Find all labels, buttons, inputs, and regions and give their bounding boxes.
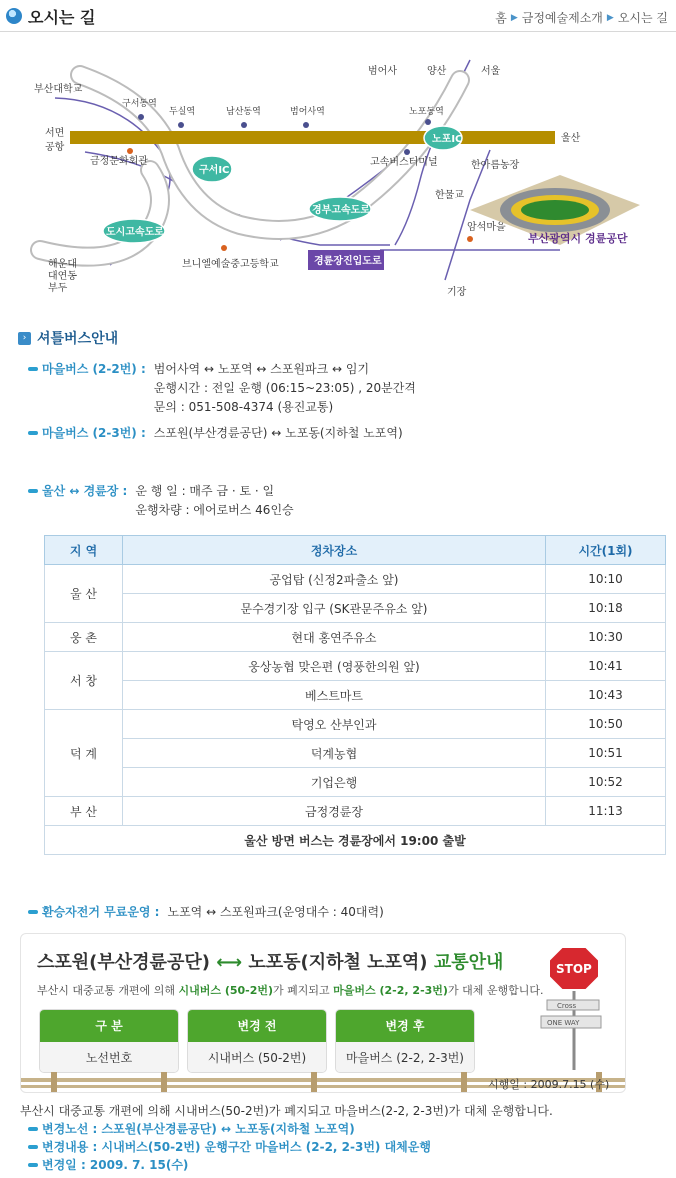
bullet-icon xyxy=(28,1127,38,1131)
banner-title-tag: 교통안내 xyxy=(433,952,504,973)
time-cell: 10:52 xyxy=(546,768,666,797)
map-label-nopo-stn: 노포동역 xyxy=(409,107,444,117)
bullet-icon xyxy=(28,1163,38,1167)
map-label-gijang: 기장 xyxy=(447,287,467,298)
directions-map xyxy=(0,40,676,310)
region-cell: 부 산 xyxy=(45,797,123,826)
stop-sign-icon xyxy=(529,942,619,1072)
sign-oneway-text: ONE WAY xyxy=(547,1019,580,1027)
landmark-dot xyxy=(221,245,227,251)
stop-cell: 금정경륜장 xyxy=(123,797,546,826)
bullet-icon xyxy=(28,489,38,493)
map-label-beomeosa-stn: 범어사역 xyxy=(290,107,325,117)
stop-cell: 문수경기장 입구 (SK관문주유소 앞) xyxy=(123,594,546,623)
time-cell: 10:51 xyxy=(546,739,666,768)
stop-sign-text: STOP xyxy=(556,962,592,976)
card-before-body: 시내버스 (50-2번) xyxy=(188,1042,326,1073)
time-cell: 10:50 xyxy=(546,710,666,739)
region-cell: 덕 계 xyxy=(45,710,123,797)
table-row xyxy=(45,652,666,681)
landmark-dot xyxy=(467,236,473,242)
change-description: 부산시 대중교통 개편에 의해 시내버스(50-2번)가 폐지되고 마을버스(2-2, 2-3번)가 대체 운행합니다. xyxy=(20,1104,553,1118)
bus-22-route: 범어사역 ↔ 노포역 ↔ 스포원파크 ↔ 임기 xyxy=(153,362,370,376)
badge-dosi-text: 도시고속도로 xyxy=(106,227,164,238)
schedule-table xyxy=(44,535,666,855)
time-cell: 10:18 xyxy=(546,594,666,623)
header-time: 시간(1회) xyxy=(546,536,666,565)
card-before-head: 변경 전 xyxy=(188,1010,326,1042)
highway-band-inner xyxy=(40,170,160,257)
stop-cell: 기업은행 xyxy=(123,768,546,797)
double-arrow-icon: ⟷ xyxy=(216,952,243,973)
station-dot xyxy=(138,114,144,120)
bus-22-hours: 운행시간 : 전일 운행 (06:15~23:05) , 20분간격 xyxy=(153,381,416,395)
bus-23-route: 스포원(부산경륜공단) ↔ 노포동(지하철 노포역) xyxy=(153,426,403,440)
map-label-hanareum: 한아름농장 xyxy=(471,160,520,171)
table-row xyxy=(45,739,666,768)
map-label-daeyeon: 대연동 xyxy=(48,271,77,282)
badge-nopo-ic-text: 노포IC xyxy=(432,134,463,145)
page-title: 오시는 길 xyxy=(28,8,96,27)
map-label-guseo-stn: 구서동역 xyxy=(122,99,157,109)
bike-key: 환승자전거 무료운영 : xyxy=(42,905,160,919)
banner-sub-part: 가 대체 운행합니다. xyxy=(447,984,544,997)
map-label-dusil-stn: 두실역 xyxy=(169,107,196,117)
stop-cell: 웅상농협 맞은편 (영풍한의원 앞) xyxy=(123,652,546,681)
table-row xyxy=(45,797,666,826)
bullet-icon xyxy=(28,367,38,371)
station-dot xyxy=(303,122,309,128)
region-cell: 서 창 xyxy=(45,652,123,710)
table-note: 울산 방면 버스는 경륜장에서 19:00 출발 xyxy=(45,826,666,855)
card-after-body: 마을버스 (2-2, 2-3번) xyxy=(336,1042,474,1073)
table-row xyxy=(45,623,666,652)
map-label-busan-univ: 부산대학교 xyxy=(34,84,83,95)
change-route xyxy=(28,1120,355,1137)
table-header-row xyxy=(45,536,666,565)
badge-gyeongbu-text: 경부고속도로 xyxy=(312,205,370,216)
banner-sub-part: 부산시 대중교통 개편에 의해 xyxy=(37,984,179,997)
stop-cell: 현대 홍연주유소 xyxy=(123,623,546,652)
map-label-terminal: 고속버스터미널 xyxy=(370,157,438,168)
map-label-beomeosa: 범어사 xyxy=(368,66,397,77)
map-label-amsuk: 암석마을 xyxy=(467,222,506,233)
banner-sub-part: 가 폐지되고 xyxy=(273,984,334,997)
table-row xyxy=(45,681,666,710)
ulsan-days: 운 행 일 : 매주 금 · 토 · 일 xyxy=(135,484,275,498)
change-content xyxy=(28,1138,431,1155)
map-label-airport: 공항 xyxy=(45,142,65,153)
header-stop: 정차장소 xyxy=(123,536,546,565)
table-row xyxy=(45,594,666,623)
breadcrumb-current: 오시는 길 xyxy=(617,11,668,25)
shuttle-heading-label: 셔틀버스안내 xyxy=(37,331,119,347)
card-after xyxy=(335,1009,475,1073)
station-dot xyxy=(425,119,431,125)
ulsan-values xyxy=(135,482,293,520)
shuttle-bus-22 xyxy=(28,360,416,417)
transit-notice-banner xyxy=(20,933,626,1093)
banner-sub-new: 마을버스 (2-2, 2-3번) xyxy=(333,984,448,997)
banner-title xyxy=(37,948,503,974)
map-label-yangsan: 양산 xyxy=(427,66,447,77)
map-label-hanmulgyo: 한물교 xyxy=(435,190,464,201)
station-dot xyxy=(404,149,410,155)
sign-cross-text: Cross xyxy=(557,1002,577,1010)
bike-info xyxy=(28,903,384,922)
shuttle-bus-23 xyxy=(28,424,403,443)
table-row xyxy=(45,710,666,739)
velodrome-field xyxy=(521,200,589,220)
table-note-row xyxy=(45,826,666,855)
stop-cell: 공업탑 (신정2파출소 앞) xyxy=(123,565,546,594)
map-label-haeundae: 해운대 xyxy=(48,259,77,270)
bus-22-values xyxy=(154,360,416,417)
ulsan-key: 울산 ↔ 경륜장 : xyxy=(42,484,128,498)
banner-effective-date: 시행일 : 2009.7.15 (수) xyxy=(488,1078,610,1091)
shuttle-heading xyxy=(18,328,118,348)
velodrome-label: 부산광역시 경륜공단 xyxy=(528,232,628,245)
velodrome-illustration xyxy=(470,175,640,245)
change-date-text: 변경일 : 2009. 7. 15(수) xyxy=(42,1158,189,1172)
bike-value: 노포역 ↔ 스포원파크(운영대수 : 40대력) xyxy=(167,905,384,919)
time-cell: 11:13 xyxy=(546,797,666,826)
main-road xyxy=(70,131,555,144)
stop-cell: 베스트마트 xyxy=(123,681,546,710)
time-cell: 10:30 xyxy=(546,623,666,652)
time-cell: 10:41 xyxy=(546,652,666,681)
card-category-body: 노선번호 xyxy=(40,1042,178,1073)
region-cell: 웅 촌 xyxy=(45,623,123,652)
chevron-right-icon: ▶ xyxy=(606,12,614,23)
breadcrumb xyxy=(495,9,668,26)
shuttle-ulsan xyxy=(28,482,294,520)
map-label-bnl-school: 브니엘예술중고등학교 xyxy=(182,259,279,270)
station-dot xyxy=(178,122,184,128)
badge-guseo-ic-text: 구서IC xyxy=(199,165,230,176)
banner-title-from: 스포원(부산경륜공단) xyxy=(37,952,210,973)
header-region: 지 역 xyxy=(45,536,123,565)
map-label-geumjeong-hall: 금정문화회관 xyxy=(90,156,148,167)
bike-values xyxy=(167,903,383,922)
chevron-right-icon: › xyxy=(18,332,31,345)
time-cell: 10:10 xyxy=(546,565,666,594)
table-row xyxy=(45,768,666,797)
bus-22-contact: 문의 : 051-508-4374 (용진교통) xyxy=(153,400,334,414)
change-route-text: 변경노선 : 스포원(부산경륜공단) ↔ 노포동(지하철 노포역) xyxy=(42,1122,355,1136)
bus-23-key: 마을버스 (2-3번) : xyxy=(42,426,146,440)
banner-title-to: 노포동(지하철 노포역) xyxy=(248,952,428,973)
stop-cell: 덕계농협 xyxy=(123,739,546,768)
globe-icon xyxy=(6,8,22,24)
card-category xyxy=(39,1009,179,1073)
change-content-text: 변경내용 : 시내버스(50-2번) 운행구간 마을버스 (2-2, 2-3번) 대체운행 xyxy=(42,1140,431,1154)
stop-cell: 탁영오 산부인과 xyxy=(123,710,546,739)
card-before xyxy=(187,1009,327,1073)
map-label-seoul: 서울 xyxy=(481,66,501,77)
bullet-icon xyxy=(28,431,38,435)
map-label-namsan-stn: 남산동역 xyxy=(226,107,261,117)
card-after-head: 변경 후 xyxy=(336,1010,474,1042)
landmark-dot xyxy=(127,148,133,154)
map-label-ulsan: 울산 xyxy=(561,133,581,144)
badge-entry-road-text: 경륜장진입도로 xyxy=(314,256,382,267)
table-row xyxy=(45,565,666,594)
time-cell: 10:43 xyxy=(546,681,666,710)
station-dot xyxy=(241,122,247,128)
card-category-head: 구 분 xyxy=(40,1010,178,1042)
banner-subtitle xyxy=(37,982,543,998)
ulsan-vehicle: 운행차량 : 에어로버스 46인승 xyxy=(135,503,294,517)
region-cell: 울 산 xyxy=(45,565,123,623)
bus-22-key: 마을버스 (2-2번) : xyxy=(42,362,146,376)
map-label-seomyeon: 서면 xyxy=(45,128,65,139)
chevron-right-icon: ▶ xyxy=(510,12,518,23)
bus-23-values xyxy=(154,424,403,443)
bullet-icon xyxy=(28,1145,38,1149)
breadcrumb-festival[interactable]: 금정예술제소개 xyxy=(521,11,603,25)
page-header xyxy=(0,0,676,32)
change-date xyxy=(28,1156,188,1173)
bullet-icon xyxy=(28,910,38,914)
banner-sub-old: 시내버스 (50-2번) xyxy=(178,984,274,997)
breadcrumb-home[interactable]: 홈 xyxy=(495,11,507,25)
map-label-dock: 부두 xyxy=(48,283,68,294)
